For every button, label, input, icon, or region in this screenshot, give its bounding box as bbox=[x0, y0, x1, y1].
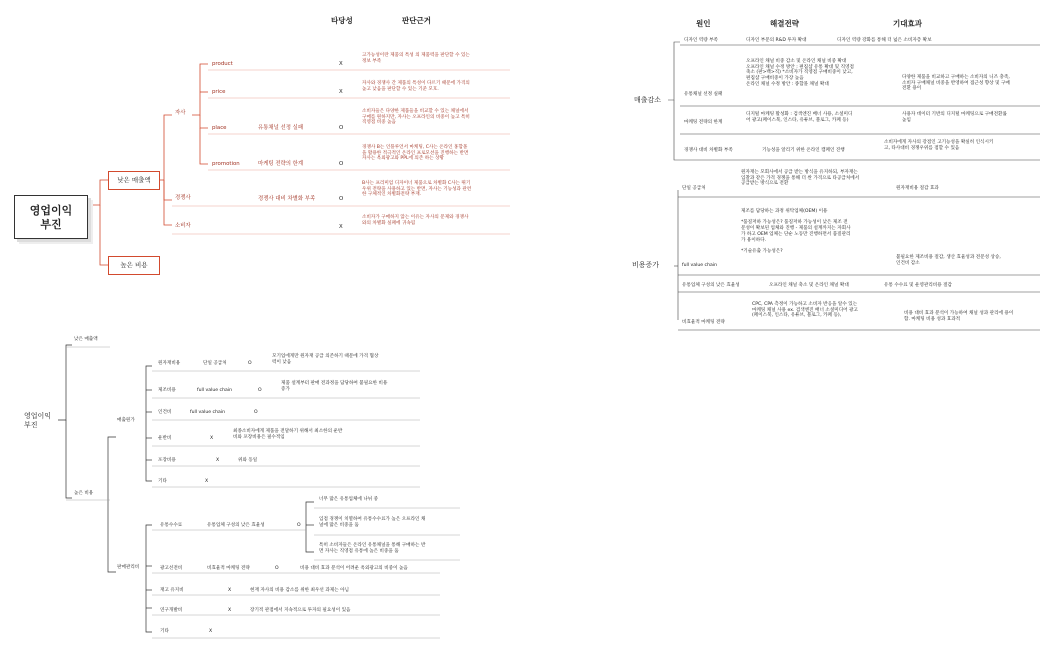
sga-node: 판매관리비 bbox=[117, 565, 140, 570]
row-mark: X bbox=[339, 61, 343, 67]
low-sales-node-2: 낮은 매출액 bbox=[74, 337, 98, 342]
row-reason: 경쟁사 B는 인플루언서 마케팅, C사는 온라인 홍합몰 을 활용한 적극적인 온라인 프로모션을 진행하는 반면 자사는 옥외광고와 PPL에 의존 하는 상황 bbox=[362, 145, 469, 162]
row-mark: O bbox=[258, 388, 262, 393]
col-header-rationale: 판단근거 bbox=[402, 16, 431, 25]
row-mark: O bbox=[275, 566, 279, 571]
group-competitor: 경쟁사 bbox=[175, 195, 191, 201]
cause-1: 유통채널 선정 실패 bbox=[684, 92, 723, 97]
row-item: 재고 유지비 bbox=[160, 588, 184, 593]
row-reason: 소비자가 구매하지 않는 이유는 자사의 문제와 경쟁사 와의 차별화 실패에 귀속됨 bbox=[362, 215, 469, 226]
cost-effect-2: 유통 수수료 및 운영관리비용 절감 bbox=[884, 283, 952, 288]
row-detail: 단일 공급처 bbox=[203, 361, 227, 366]
row-mark: X bbox=[205, 479, 209, 484]
row-reason: 특히 소비자들은 온라인 유통채널을 통해 구매하는 반 면 자사는 직영점 유통에 높은 비중을 둠 bbox=[319, 543, 426, 554]
row-reason: 소비자들은 다양한 제품들을 비교할 수 있는 채널에서 구매를 원하지만, 자사는 오프라인의 비중이 높고 특히 직영점 비중 높음 bbox=[362, 109, 470, 126]
col-header-strategy: 해결전략 bbox=[770, 19, 799, 28]
effect-1: 다양한 제품을 비교하고 구매하는 소비자의 니즈 충족, 소비자 구매채널 비중을 반영하여 접근성 향상 및 구매 전환 용이 bbox=[902, 75, 1010, 92]
row-reason: 최종소비자에게 제품을 전달하기 위해서 최소한의 운반 비와 포장비용은 필수적임 bbox=[233, 429, 343, 440]
row-mark: X bbox=[210, 436, 214, 441]
row-item: 원자재비용 bbox=[158, 361, 181, 366]
effect-0: 디자인 역량 강화를 통해 더 넓은 소비자층 확보 bbox=[837, 38, 932, 43]
row-item: 운반비 bbox=[158, 436, 172, 441]
row-detail: full value chain bbox=[197, 388, 232, 393]
row-detail: 경쟁사 대비 차별화 부족 bbox=[258, 196, 316, 202]
row-item: product bbox=[212, 61, 233, 67]
row-mark: O bbox=[254, 410, 258, 415]
row-item: 기타 bbox=[158, 479, 167, 484]
row-item: 제조비용 bbox=[158, 388, 176, 393]
row-reason: 제품 설계부터 판매 전과정을 담당하여 불필요한 비용 증가 bbox=[281, 381, 388, 392]
row-reason: 고가능성이란 제품의 특성 의 제품력을 판단할 수 있는 정보 부족 bbox=[362, 53, 470, 64]
cogs-node: 매출원가 bbox=[117, 418, 135, 423]
row-item: place bbox=[212, 125, 227, 131]
row-detail: 유통채널 선정 실패 bbox=[258, 125, 304, 131]
cost-cause-3: 비효율적 마케팅 전략 bbox=[682, 320, 725, 325]
cause-3: 경쟁사 대비 차별화 부족 bbox=[684, 148, 733, 153]
row-mark: O bbox=[297, 523, 301, 528]
row-item: 기타 bbox=[160, 629, 169, 634]
row-detail: 마케팅 전략의 한계 bbox=[258, 161, 304, 167]
cost-strategy-1: 제조를 담당하는 과정 위탁업체(OEM) 이용 *품질저하 가능성은? 품질저하 가능성이 낮은 제조 전 문성이 확보된 업체와 진행 - 제품의 설계까지는 자회사 가 하고 OEM 업체는 단순 노동만 진행하면서 품질관리 가 용이하다. *기술유출 가능성은? bbox=[741, 209, 851, 255]
cost-cause-1: full value chain bbox=[682, 263, 717, 268]
row-detail: 비효율적 마케팅 전략 bbox=[207, 566, 250, 571]
col-header-validity: 타당성 bbox=[331, 16, 353, 25]
low-sales-node: 낮은 매출액 bbox=[108, 171, 160, 190]
row-reason: 입점 경쟁이 치열하여 유통수수료가 높은 오프라인 채 널에 많은 비중을 둠 bbox=[319, 517, 426, 528]
row-item: price bbox=[212, 89, 226, 95]
row-reason: 현재 자사의 비용 감소를 위한 최우선 과제는 아님 bbox=[250, 588, 349, 593]
cost-cause-0: 단일 공급처 bbox=[682, 186, 706, 191]
row-mark: X bbox=[228, 588, 232, 593]
row-mark: O bbox=[339, 196, 344, 202]
row-reason: 비용 대비 효과 분석이 어려운 옥외광고의 비중이 높음 bbox=[300, 566, 408, 571]
row-reason: 장기적 관점에서 지속적으로 투자의 필요성이 있음 bbox=[250, 608, 351, 613]
cost-effect-0: 원자재비용 절감 효과 bbox=[896, 186, 939, 191]
cause-2: 마케팅 전략의 한계 bbox=[684, 120, 723, 125]
high-cost-node: 높은 비용 bbox=[108, 256, 160, 275]
row-item: 연구개발비 bbox=[160, 608, 183, 613]
row-reason: 너무 많은 유통업체에 나뉘 중 bbox=[319, 497, 379, 502]
root-node-2: 영업이익 부진 bbox=[24, 412, 52, 429]
row-reason: 모기업에게만 원자재 공급 의존하기 때문에 가격 협상 력이 낮음 bbox=[272, 354, 379, 365]
group-own-company: 자사 bbox=[175, 110, 186, 116]
cause-0: 디자인 역량 부족 bbox=[684, 38, 718, 43]
row-item: 포장비용 bbox=[158, 458, 176, 463]
strategy-0: 디자인 부문의 R&D 투자 확대 bbox=[746, 38, 807, 43]
row-reason: 위와 동일 bbox=[238, 458, 258, 463]
row-mark: X bbox=[339, 224, 343, 230]
cost-strategy-0: 원자재는 모회사에서 공급 받는 방식을 유지하되, 부자재는 입찰과 같은 가격 경쟁을 통해 더 싼 가격으로 타공급처에서 공급받는 방식으로 전환 bbox=[741, 170, 860, 187]
cost-cause-2: 유통업체 구성의 낮은 효율성 bbox=[682, 283, 740, 288]
row-reason: B사는 프리미엄 디자이너 제품으로 차별화 C사는 뛰기 우위 전략을 사용하고 있는 반면, 자사는 기능성과 관련 한 구체적인 차별화전략 부재. bbox=[362, 181, 472, 198]
strategy-1: 오프라인 채널 비중 감소 및 온라인 채널 비중 확대 오프라인 채널 수정 방안 : 편집샵 유통 확대 및 직영점 축소 (판>백>직) *소비자가 직영점 구매비중이 낮고, 편집샵 구매비중이 가장 높음 온라인 채널 수정 방안 : 종합몰 채널 확대 bbox=[746, 59, 854, 87]
col-header-cause: 원인 bbox=[696, 19, 711, 28]
row-detail: 유통업체 구성의 낮은 효율성 bbox=[207, 523, 265, 528]
strategy-2: 디지털 마케팅 활성화 : 검색엔진 배너 사용, 소셜미디 어 광고(페이스북, 인스타, 유튜브, 블로그, 카페 등) bbox=[746, 112, 853, 123]
effect-3: 소비자에게 자사의 강점인 고기능성을 확실히 인식시키 고, 타사대비 경쟁우위를 점할 수 있음 bbox=[884, 140, 994, 151]
row-mark: X bbox=[228, 608, 232, 613]
cost-strategy-3: CPC, CPA 측정이 가능하고 소비자 반응을 알수 있는 마케팅 채널 사용 ex. 검색엔진 배너 소셜미디어 광고 (페이스북, 인스타, 유튜브, 블로그, 카페 등), bbox=[752, 302, 858, 319]
cost-effect-1: 불필요한 제조비용 절감, 생산 효율성과 전문성 상승, 인건비 감소 bbox=[896, 255, 1001, 266]
row-reason: 자사와 경쟁사 간 제품의 특성이 다르기 때문에 가격의 높고 낮음을 판단할 수 있는 기준 모호. bbox=[362, 81, 470, 92]
strategy-3: 기능성을 알리기 위한 온라인 캠페인 진행 bbox=[762, 148, 845, 153]
cost-strategy-2: 오프라인 채널 축소 및 온라인 채널 확대 bbox=[769, 283, 849, 288]
root-node: 영업이익 부진 bbox=[14, 195, 88, 239]
row-item: 광고선전비 bbox=[160, 566, 183, 571]
row-mark: X bbox=[339, 89, 343, 95]
col-header-effect: 기대효과 bbox=[893, 19, 922, 28]
row-mark: X bbox=[209, 629, 213, 634]
cost-effect-3: 비용 대비 효과 분석이 가능하여 채널 성과 관리에 용이 함. 마케팅 비용 성과 효과적 bbox=[904, 311, 1014, 322]
row-mark: O bbox=[339, 125, 344, 131]
effect-2: 사용자 데이터 기반의 디지털 마케팅으로 구매전환률 높임 bbox=[902, 112, 1007, 123]
row-mark: O bbox=[248, 361, 252, 366]
row-mark: X bbox=[216, 458, 220, 463]
sales-decrease-label: 매출감소 bbox=[634, 96, 662, 104]
group-consumer: 소비자 bbox=[175, 223, 191, 229]
row-item: 인건비 bbox=[158, 410, 172, 415]
high-cost-node-2: 높은 비용 bbox=[74, 491, 94, 496]
cost-increase-label: 비용증가 bbox=[632, 261, 660, 269]
row-detail: full value chain bbox=[190, 410, 225, 415]
row-mark: O bbox=[339, 161, 344, 167]
row-item: 유통수수료 bbox=[160, 523, 183, 528]
row-item: promotion bbox=[212, 161, 240, 167]
